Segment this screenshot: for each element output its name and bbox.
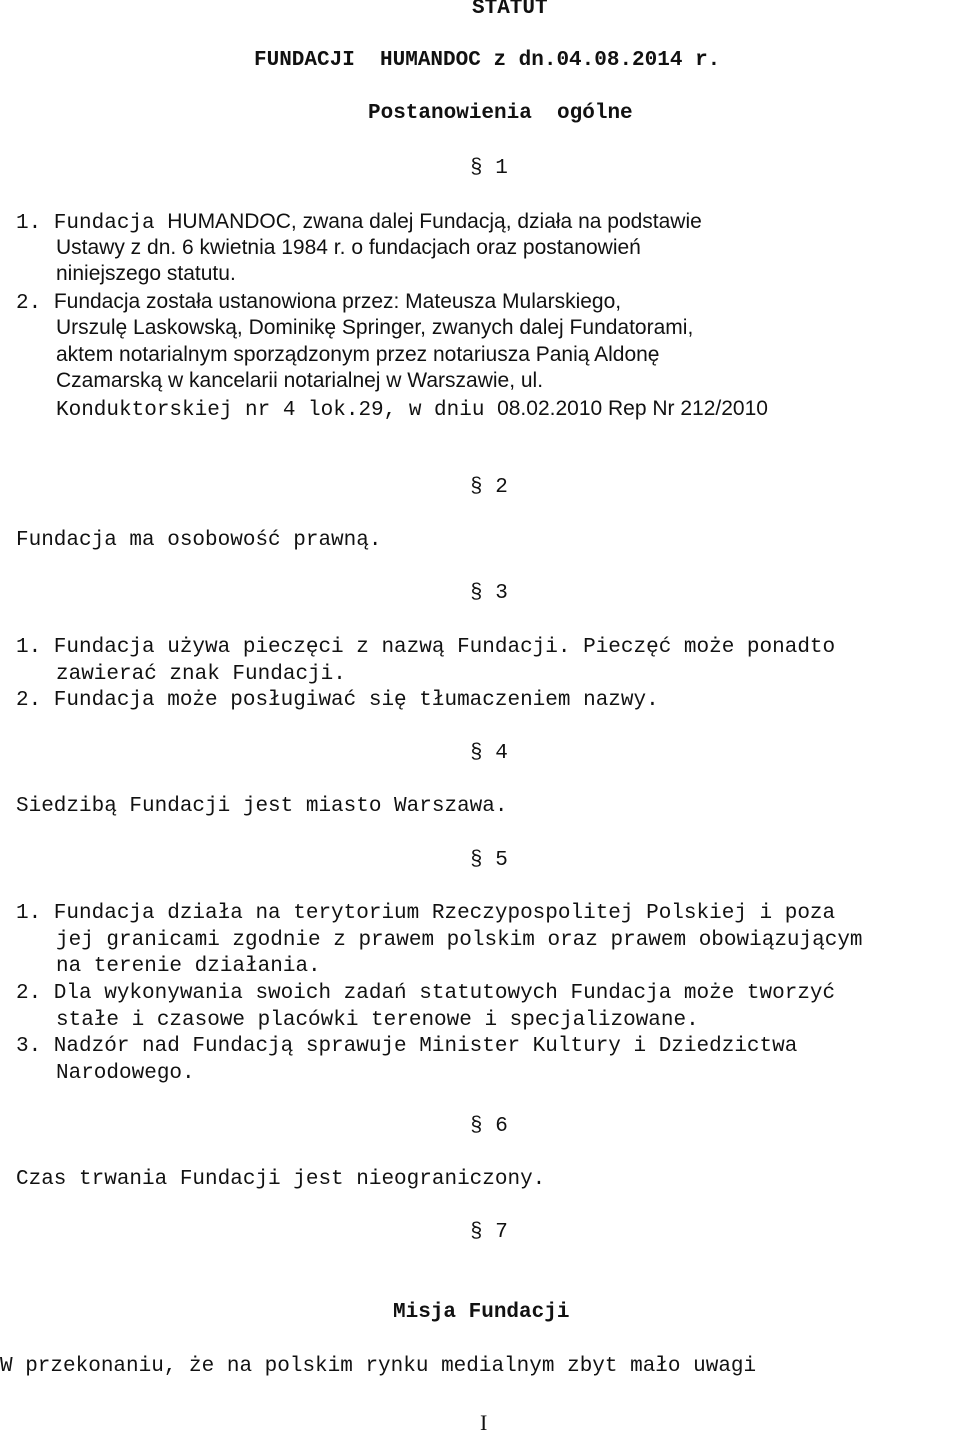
s1-item2-text: Fundacja została ustanowiona przez: Mateusza Mularskiego, (53, 290, 622, 313)
s4-text: Siedzibą Fundacji jest miasto Warszawa. (16, 795, 508, 818)
s3-item1-line1: 1. Fundacja używa pieczęci z nazwą Fundacji. Pieczęć może ponadto (16, 636, 836, 659)
s1-item2-number: 2. (16, 292, 54, 315)
paragraph-mark-3: § 3 (470, 582, 508, 605)
s2-text: Fundacja ma osobowość prawną. (16, 529, 382, 552)
s5-item3-line2: Narodowego. (56, 1062, 195, 1085)
paragraph-mark-1: § 1 (470, 157, 508, 180)
s3-item2: 2. Fundacja może posługiwać się tłumaczeniem nazwy. (16, 689, 659, 712)
s5-item3-line1: 3. Nadzór nad Fundacją sprawuje Minister Kultury i Dziedzictwa (16, 1035, 798, 1058)
s1-item1-line3: niniejszego statutu. (56, 262, 236, 285)
page-number: I (480, 1410, 488, 1435)
s5-item1-line1: 1. Fundacja działa na terytorium Rzeczypospolitej Polskiej i poza (16, 902, 836, 925)
document-subtitle: FUNDACJI HUMANDOC z dn.04.08.2014 r. (254, 49, 721, 72)
document-title: STATUT (472, 0, 548, 20)
paragraph-mark-7: § 7 (470, 1221, 508, 1244)
paragraph-mark-5: § 5 (470, 849, 508, 872)
s1-item2-line5-sans: 08.02.2010 Rep Nr 212/2010 (497, 397, 768, 420)
s1-item2-line4: Czamarską w kancelarii notarialnej w Warszawie, ul. (56, 369, 544, 392)
s3-item1-line2: zawierać znak Fundacji. (56, 663, 346, 686)
paragraph-mark-4: § 4 (470, 742, 508, 765)
s1-item1-text: HUMANDOC, zwana dalej Fundacją, działa na podstawie (167, 210, 702, 233)
mission-heading: Misja Fundacji (393, 1301, 570, 1324)
paragraph-mark-6: § 6 (470, 1115, 508, 1138)
s5-item1-line2: jej granicami zgodnie z prawem polskim oraz prawem obowiązującym (56, 929, 863, 952)
s1-item1-line2: Ustawy z dn. 6 kwietnia 1984 r. o fundacjach oraz postanowień (56, 236, 641, 259)
s1-item2-line2: Urszulę Laskowską, Dominikę Springer, zwanych dalej Fundatorami, (56, 316, 694, 339)
s5-item2-line1: 2. Dla wykonywania swoich zadań statutowych Fundacja może tworzyć (16, 982, 836, 1005)
mission-text: W przekonaniu, że na polskim rynku medialnym zbyt mało uwagi (0, 1355, 757, 1378)
s1-item2-line3: aktem notarialnym sporządzonym przez notariusza Panią Aldonę (56, 343, 660, 366)
s5-item1-line3: na terenie działania. (56, 955, 321, 978)
s1-item1-line1 (16, 208, 702, 237)
s1-item2-line5-mono: Konduktorskiej nr 4 lok.29, w dniu (56, 399, 498, 422)
s1-item2-line1 (16, 288, 621, 317)
paragraph-mark-2: § 2 (470, 476, 508, 499)
section-heading-general: Postanowienia ogólne (368, 102, 633, 125)
s1-item1-number: 1. Fundacja (16, 212, 168, 235)
s5-item2-line2: stałe i czasowe placówki terenowe i specjalizowane. (56, 1009, 699, 1032)
s6-text: Czas trwania Fundacji jest nieograniczony. (16, 1168, 546, 1191)
s1-item2-line5 (56, 395, 768, 424)
